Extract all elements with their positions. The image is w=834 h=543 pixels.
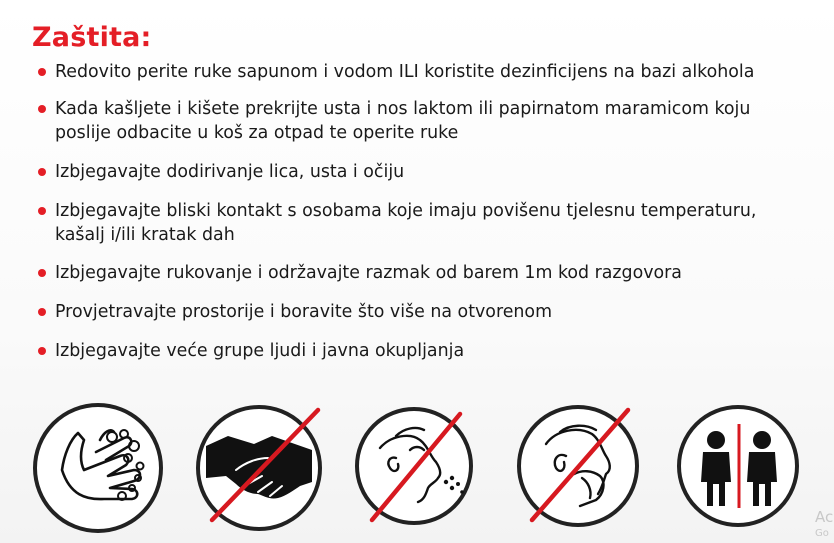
watermark-line-1: Ac <box>815 508 834 526</box>
list-item-no-face-touch: Izbjegavajte dodirivanje lica, usta i očiju <box>38 160 404 185</box>
no-cough-icon <box>357 409 471 523</box>
no-face-touch-icon <box>519 407 637 525</box>
no-handshake-icon <box>198 407 320 529</box>
list-item-hand-washing: Redovito perite ruke sapunom i vodom ILI koristite dezinficijens na bazi alkohola <box>38 60 754 85</box>
social-distance-icon <box>679 407 797 525</box>
list-item-avoid-contact-continued: kašalj i/ili kratak dah <box>55 225 235 245</box>
list-item-avoid-crowds: Izbjegavajte veće grupe ljudi i javna okupljanja <box>38 339 464 364</box>
list-item-ventilate: Provjetravajte prostorije i boravite što više na otvorenom <box>38 300 552 325</box>
page-title: Zaštita: <box>32 22 152 53</box>
watermark-line-2: Go <box>815 528 829 539</box>
list-item-no-handshake: Izbjegavajte rukovanje i održavajte razmak od barem 1m kod razgovora <box>38 261 682 286</box>
hand-washing-icon <box>35 405 161 531</box>
list-item-avoid-contact: Izbjegavajte bliski kontakt s osobama koje imaju povišenu tjelesnu temperaturu, <box>38 199 756 224</box>
list-item-cough-cover: Kada kašljete i kišete prekrijte usta i nos laktom ili papirnatom maramicom koju <box>38 97 750 122</box>
watermark <box>815 508 833 539</box>
list-item-cough-cover-continued: poslije odbacite u koš za otpad te operite ruke <box>55 123 459 143</box>
